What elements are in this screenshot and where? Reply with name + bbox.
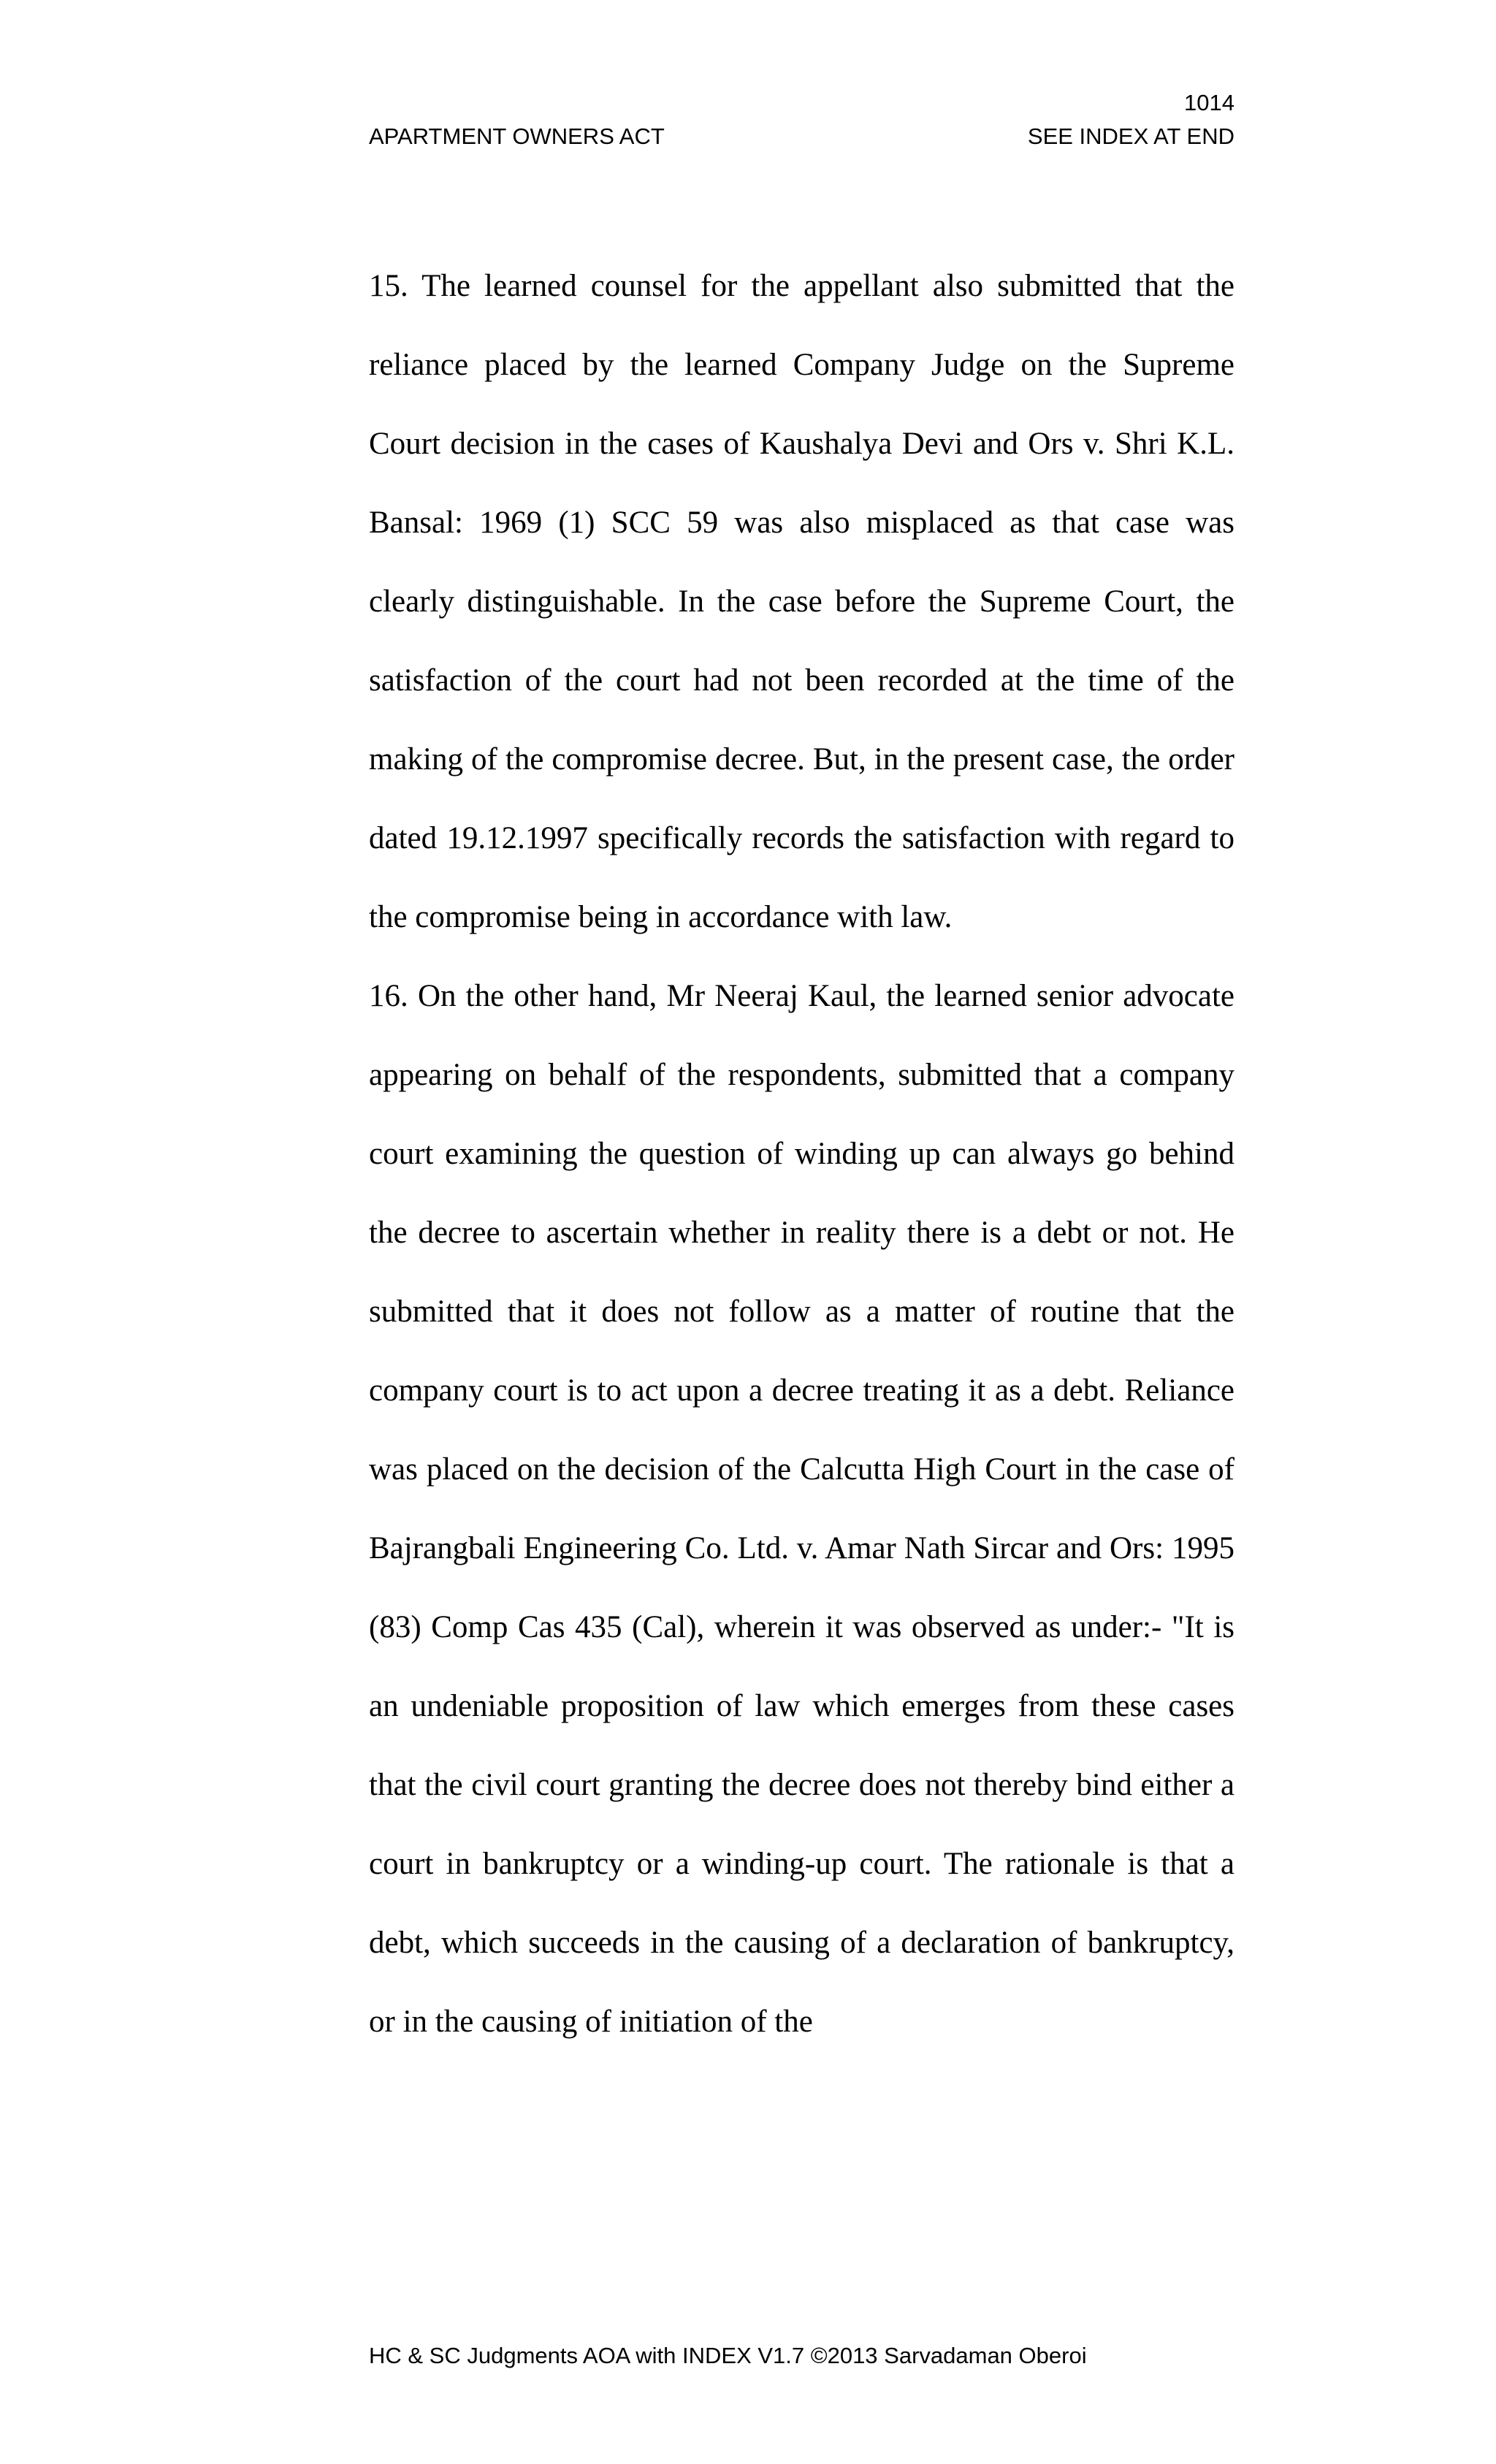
- footer-text: HC & SC Judgments AOA with INDEX V1.7 ©2013 Sarvadaman Oberoi: [369, 2343, 1087, 2368]
- page-footer: [369, 2341, 1234, 2370]
- page-header: [369, 86, 1234, 153]
- paragraph-16: 16. On the other hand, Mr Neeraj Kaul, the learned senior advocate appearing on behalf of the respondents, submitted that a company court examining the question of winding up can always go behind the decree to ascertain whether in reality there is a debt or not. He submitted that it does not follow as a matter of routine that the company court is to act upon a decree treating it as a debt. Reliance was placed on the decision of the Calcutta High Court in the case of Bajrangbali Engineering Co. Ltd. v. Amar Nath Sircar and Ors: 1995 (83) Comp Cas 435 (Cal), wherein it was observed as under:- "It is an undeniable proposition of law which emerges from these cases that the civil court granting the decree does not thereby bind either a court in bankruptcy or a winding-up court. The rationale is that a debt, which succeeds in the causing of a declaration of bankruptcy, or in the causing of initiation of the: [369, 979, 1234, 2039]
- running-title: APARTMENT OWNERS ACT: [369, 123, 665, 149]
- document-body: [369, 247, 1234, 2061]
- paragraph-15: 15. The learned counsel for the appellant also submitted that the reliance placed by the learned Company Judge on the Supreme Court decision in the cases of Kaushalya Devi and Ors v. Shri K.L. Bansal: 1969 (1) SCC 59 was also misplaced as that case was clearly distinguishable. In the case before the Supreme Court, the satisfaction of the court had not been recorded at the time of the making of the compromise decree. But, in the present case, the order dated 19.12.1997 specifically records the satisfaction with regard to the compromise being in accordance with law.: [369, 269, 1234, 934]
- index-note: SEE INDEX AT END: [1027, 123, 1234, 149]
- page-number: 1014: [1184, 90, 1234, 115]
- running-header-row: [369, 120, 1234, 153]
